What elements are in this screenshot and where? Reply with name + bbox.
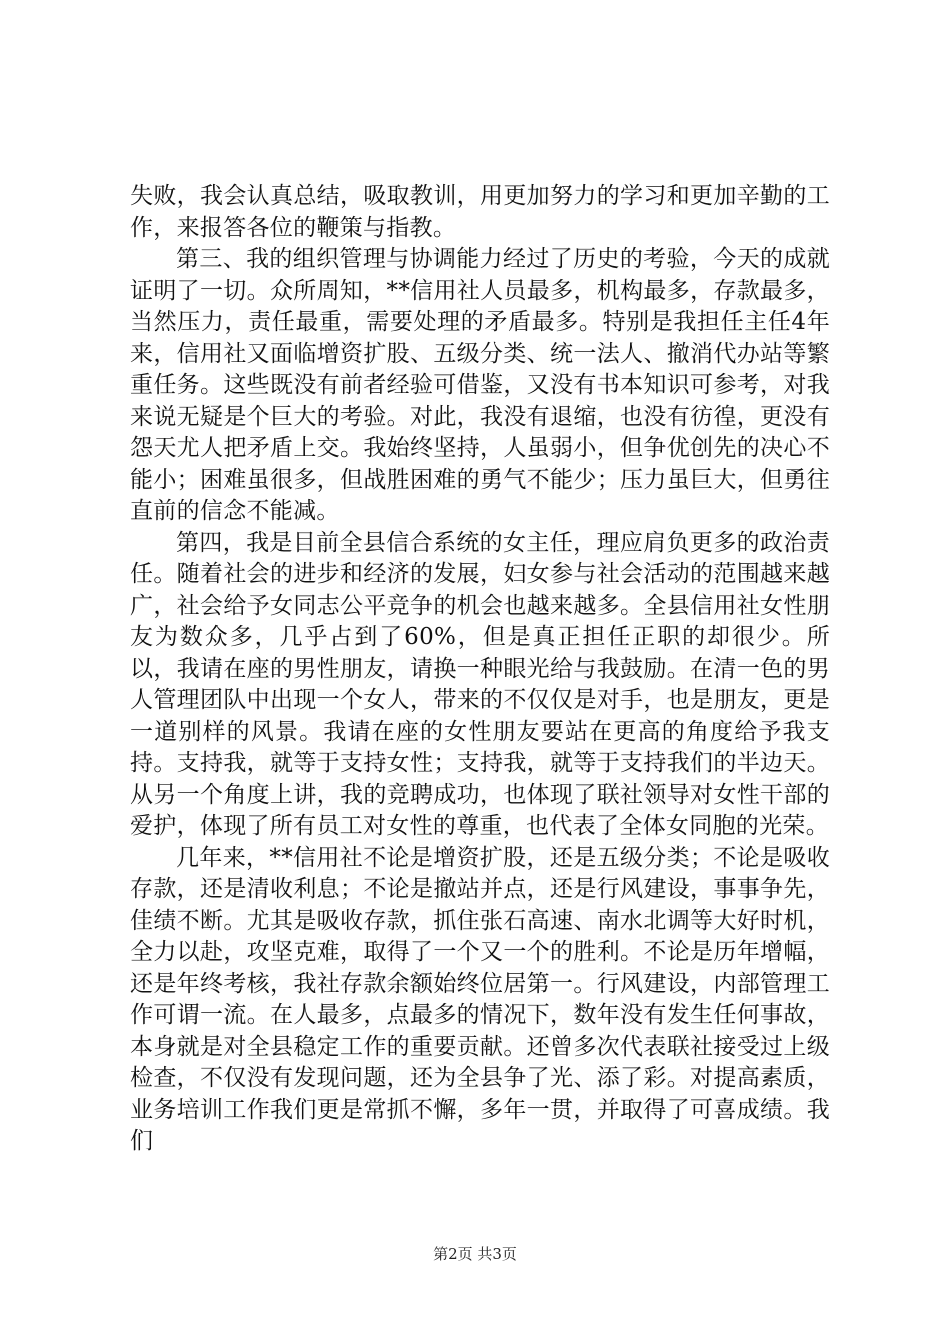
page-footer bbox=[0, 1243, 950, 1264]
paragraph-achievements: 几年来，**信用社不论是增资扩股，还是五级分类；不论是吸收存款，还是清收利息；不论是撤站并点，还是行风建设，事事争先，佳绩不断。尤其是吸收存款，抓住张石高速、南水北调等大好时机，全力以赴，攻坚克难，取得了一个又一个的胜利。不论是历年增幅，还是年终考核，我社存款余额始终位居第一。行风建设，内部管理工作可谓一流。在人最多，点最多的情况下，数年没有发生任何事故，本身就是对全县稳定工作的重要贡献。还曾多次代表联社接受过上级检查，不仅没有发现问题，还为全县争了光、添了彩。对提高素质，业务培训工作我们更是常抓不懈，多年一贯，并取得了可喜成绩。我们 bbox=[130, 844, 830, 1154]
paragraph-third: 第三、我的组织管理与协调能力经过了历史的考验，今天的成就证明了一切。众所周知，**信用社人员最多，机构最多，存款最多，当然压力，责任最重，需要处理的矛盾最多。特别是我担任主任4年来，信用社又面临增资扩股、五级分类、统一法人、撤消代办站等繁重任务。这些既没有前者经验可借鉴，又没有书本知识可参考，对我来说无疑是个巨大的考验。对此，我没有退缩，也没有彷徨，更没有怨天尤人把矛盾上交。我始终坚持，人虽弱小，但争优创先的决心不能小；困难虽很多，但战胜困难的勇气不能少；压力虽巨大，但勇往直前的信念不能减。 bbox=[130, 246, 830, 524]
paragraph-fourth: 第四，我是目前全县信合系统的女主任，理应肩负更多的政治责任。随着社会的进步和经济的发展，妇女参与社会活动的范围越来越广，社会给予女同志公平竞争的机会也越来越多。全县信用社女性朋友为数众多，几乎占到了60%，但是真正担任正职的却很少。所以，我请在座的男性朋友，请换一种眼光给与我鼓励。在清一色的男人管理团队中出现一个女人，带来的不仅仅是对手，也是朋友，更是一道别样的风景。我请在座的女性朋友要站在更高的角度给予我支持。支持我，就等于支持女性；支持我，就等于支持我们的半边天。从另一个角度上讲，我的竞聘成功，也体现了联社领导对女性干部的爱护，体现了所有员工对女性的尊重，也代表了全体女同胞的光荣。 bbox=[130, 529, 830, 839]
page-number: 第2页 共3页 bbox=[433, 1245, 517, 1263]
paragraph-continuation: 失败，我会认真总结，吸取教训，用更加努力的学习和更加辛勤的工作，来报答各位的鞭策与指教。 bbox=[130, 183, 830, 241]
document-body bbox=[130, 181, 830, 1158]
